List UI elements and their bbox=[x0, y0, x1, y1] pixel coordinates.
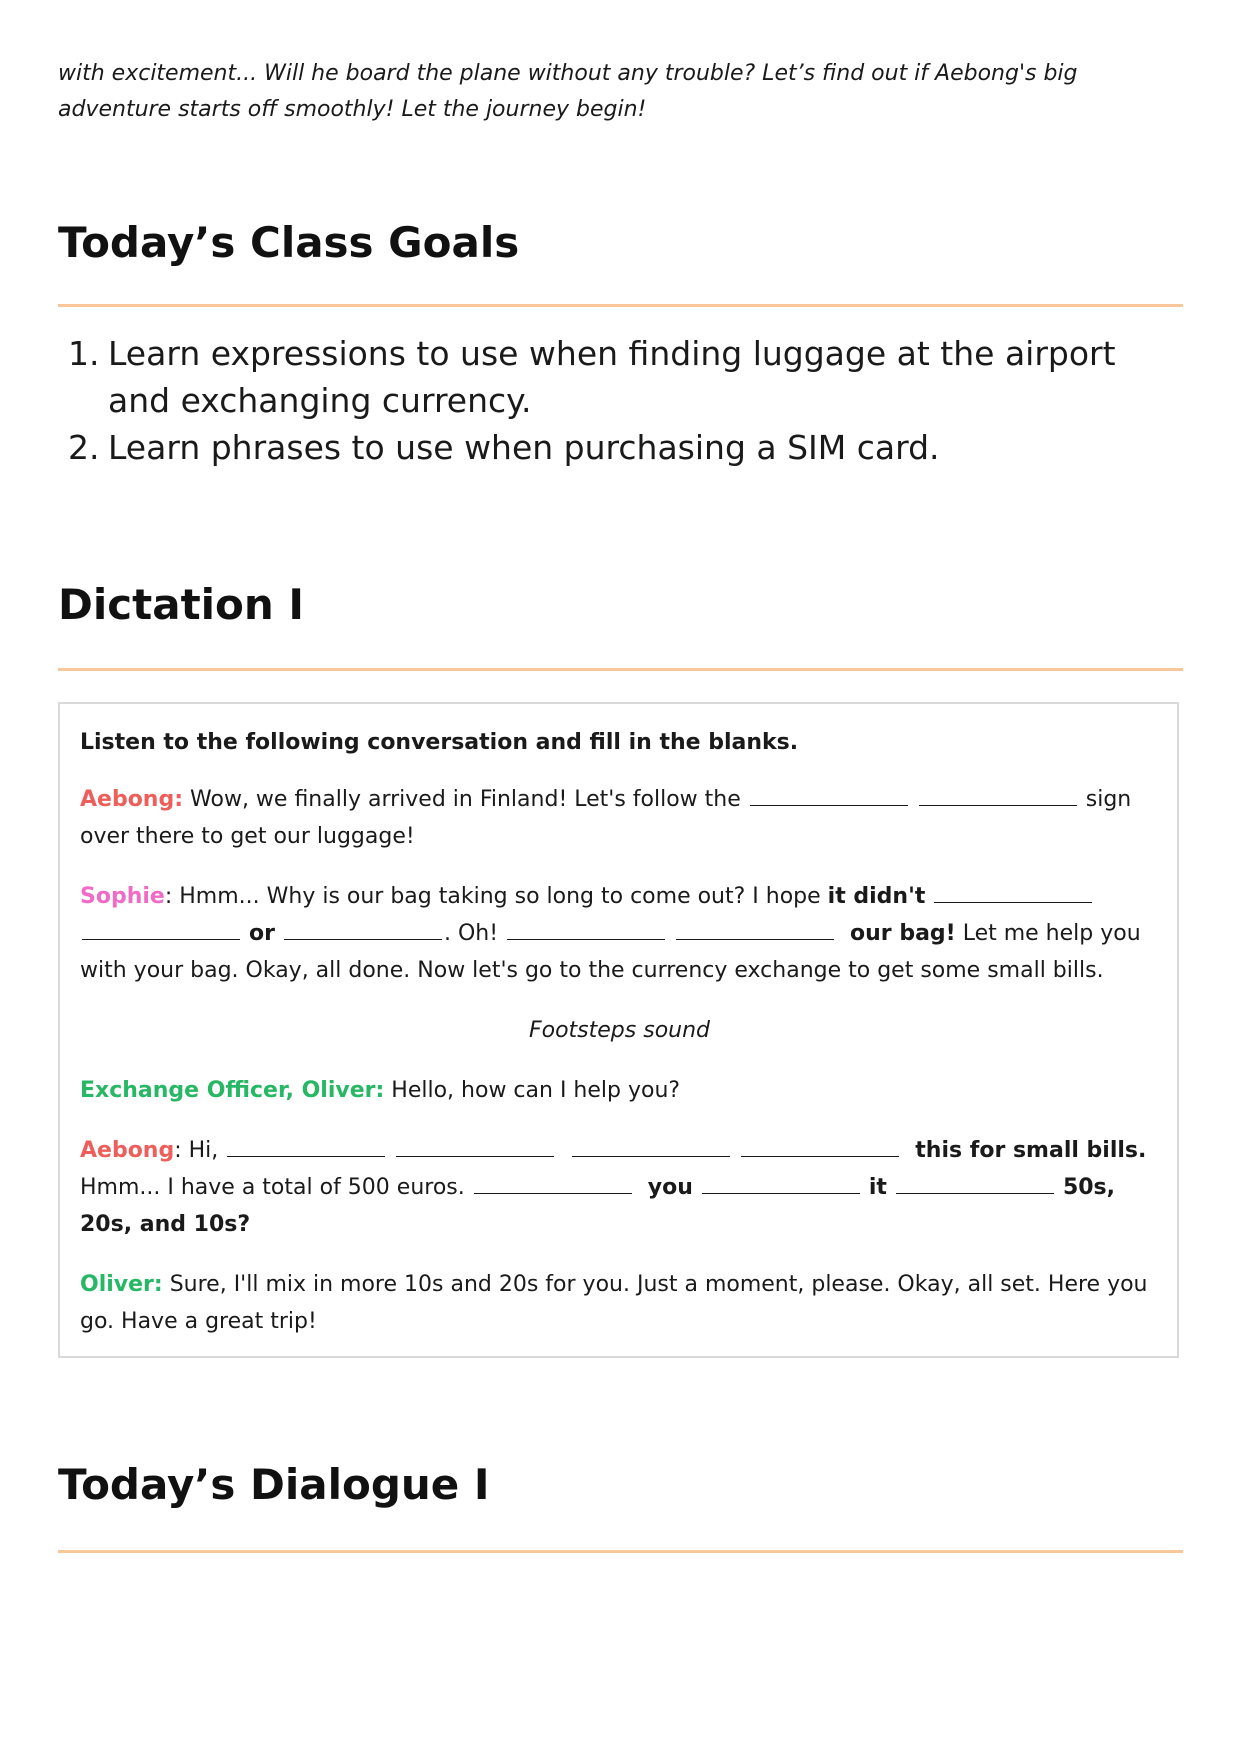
bold-phrase: or bbox=[249, 921, 275, 946]
blank-field[interactable] bbox=[750, 783, 908, 806]
bold-phrase: our bag! bbox=[850, 921, 956, 946]
dictation-title: Dictation I bbox=[58, 580, 305, 629]
line-text: Wow, we finally arrived in Finland! Let's follow the bbox=[183, 787, 748, 812]
blank-field[interactable] bbox=[702, 1171, 860, 1194]
blank-field[interactable] bbox=[227, 1134, 385, 1157]
blank-field[interactable] bbox=[676, 917, 834, 940]
blank-field[interactable] bbox=[284, 917, 442, 940]
line-text: Hmm... I have a total of 500 euros. bbox=[80, 1175, 472, 1200]
dictation-instruction: Listen to the following conversation and fill in the blanks. bbox=[80, 730, 799, 755]
line-text: Hello, how can I help you? bbox=[384, 1078, 681, 1103]
speaker-sophie: Sophie bbox=[80, 884, 165, 909]
dialogue-line-aebong-2 bbox=[80, 1132, 1159, 1243]
blank-field[interactable] bbox=[741, 1134, 899, 1157]
blank-field[interactable] bbox=[507, 917, 665, 940]
dictation-box bbox=[58, 702, 1179, 1358]
dialogue-line-oliver-1 bbox=[80, 1072, 1159, 1109]
goal-text: Learn phrases to use when purchasing a SIM card. bbox=[108, 428, 940, 467]
intro-paragraph bbox=[58, 56, 1183, 128]
goal-text: Learn expressions to use when finding luggage at the airport and exchanging currency. bbox=[108, 334, 1116, 420]
blank-field[interactable] bbox=[396, 1134, 554, 1157]
speaker-aebong: Aebong bbox=[80, 1138, 175, 1163]
line-text: sign over there to get our luggage! bbox=[80, 787, 1132, 849]
blank-field[interactable] bbox=[896, 1171, 1054, 1194]
bold-phrase: you bbox=[647, 1175, 693, 1200]
intro-line-1: with excitement... Will he board the plane without any trouble? Let’s find out if Aebong's big bbox=[58, 61, 1078, 86]
goal-item bbox=[68, 424, 1168, 471]
goal-item bbox=[68, 330, 1168, 424]
intro-line-2: adventure starts off smoothly! Let the journey begin! bbox=[58, 97, 647, 122]
dialogue-divider bbox=[58, 1550, 1183, 1553]
sound-effect: Footsteps sound bbox=[528, 1018, 711, 1043]
blank-field[interactable] bbox=[572, 1134, 730, 1157]
bold-phrase: this for small bills. bbox=[915, 1138, 1147, 1163]
speaker-aebong: Aebong: bbox=[80, 787, 184, 812]
blank-field[interactable] bbox=[919, 783, 1077, 806]
dialogue-line-aebong-1 bbox=[80, 781, 1159, 855]
goal-number: 1. bbox=[68, 334, 100, 373]
blank-field[interactable] bbox=[82, 917, 240, 940]
bold-phrase: 50s, 20s, and 10s? bbox=[80, 1175, 1116, 1237]
bold-phrase: it didn't bbox=[827, 884, 926, 909]
blank-field[interactable] bbox=[934, 880, 1092, 903]
bold-phrase: it bbox=[868, 1175, 887, 1200]
speaker-oliver: Exchange Officer, Oliver: bbox=[80, 1078, 385, 1103]
line-text: . Oh! bbox=[443, 921, 506, 946]
dictation-divider bbox=[58, 668, 1183, 671]
line-text: Let me help you with your bag. Okay, all done. Now let's go to the currency exchange to get some small bills. bbox=[80, 921, 1141, 983]
goals-title: Today’s Class Goals bbox=[58, 218, 520, 267]
goal-number: 2. bbox=[68, 428, 100, 467]
goals-list bbox=[68, 330, 1168, 471]
line-text: : Hmm... Why is our bag taking so long to come out? I hope bbox=[164, 884, 828, 909]
goals-divider bbox=[58, 304, 1183, 307]
dialogue-line-sophie bbox=[80, 878, 1159, 989]
line-text: Sure, I'll mix in more 10s and 20s for you. Just a moment, please. Okay, all set. Here you go. Have a great trip! bbox=[80, 1272, 1148, 1334]
dialogue-line-oliver-2 bbox=[80, 1266, 1159, 1340]
dialogue-title: Today’s Dialogue I bbox=[58, 1460, 490, 1509]
speaker-oliver: Oliver: bbox=[80, 1272, 163, 1297]
line-text: : Hi, bbox=[174, 1138, 226, 1163]
blank-field[interactable] bbox=[474, 1171, 632, 1194]
